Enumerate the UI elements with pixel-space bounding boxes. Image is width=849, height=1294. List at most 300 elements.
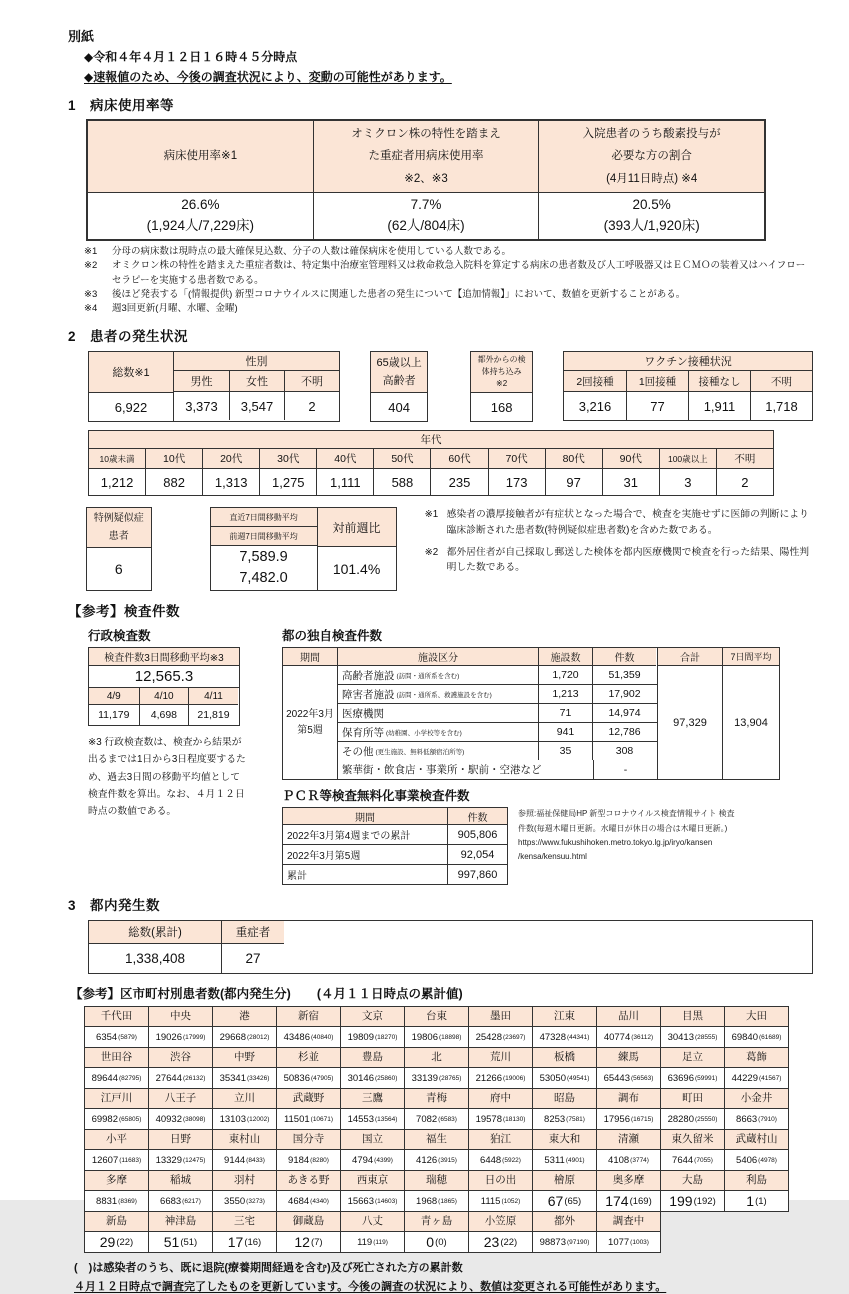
municipality-count bbox=[661, 1109, 724, 1129]
recovered-count: (18898) bbox=[439, 1033, 462, 1041]
municipality-cell bbox=[596, 1211, 661, 1253]
cumulative-count: 12607 bbox=[91, 1154, 119, 1166]
municipality-name: 三宅 bbox=[213, 1212, 276, 1232]
cumulative-count: 1968 bbox=[416, 1195, 438, 1207]
admin-avg-label: 検査件数3日間移動平均※3 bbox=[89, 648, 239, 666]
pcr-count: 905,806 bbox=[447, 825, 507, 844]
municipality-cell bbox=[148, 1006, 213, 1048]
municipality-count bbox=[469, 1232, 532, 1252]
pcr-count: 997,860 bbox=[447, 865, 507, 884]
municipality-name: 西東京 bbox=[341, 1171, 404, 1191]
recovered-count: (44341) bbox=[567, 1033, 590, 1041]
recovered-count: (28765) bbox=[439, 1074, 462, 1082]
municipality-count bbox=[341, 1027, 404, 1047]
footnote-text: 後ほど発表する「(情報提供) 新型コロナウイルスに関連した患者の発生について【追加情報】」において、数値を更新することがある。 bbox=[112, 288, 686, 300]
municipality-cell bbox=[276, 1006, 341, 1048]
cumulative-count: 65443 bbox=[603, 1072, 630, 1084]
cumulative-count: 13103 bbox=[219, 1113, 246, 1125]
special-case-value: 6 bbox=[114, 561, 123, 578]
elderly-value: 404 bbox=[388, 399, 410, 415]
recovered-count: (119) bbox=[373, 1238, 388, 1246]
attachment-label: 別紙 bbox=[68, 29, 95, 44]
reference-line: 参照:福祉保健局HP 新型コロナウイルス検査情報サイト 検査件数(毎週木曜日更新。水曜日が休日の場合は木曜日更新。) bbox=[518, 809, 735, 833]
pcr-row bbox=[283, 865, 507, 884]
total-header: 合計 bbox=[658, 648, 722, 666]
municipality-name: あきる野 bbox=[277, 1171, 340, 1191]
gender-label: 不明 bbox=[284, 371, 339, 392]
footnote-tag: ※2 bbox=[84, 260, 98, 272]
recovered-count: (7581) bbox=[566, 1115, 585, 1123]
cumulative-count: 30413 bbox=[667, 1031, 694, 1043]
bed-usage-table bbox=[86, 119, 766, 241]
cumulative-count: 19806 bbox=[411, 1031, 438, 1043]
municipality-cell bbox=[532, 1211, 597, 1253]
vaccine-value: 1,718 bbox=[750, 392, 812, 420]
cumulative-count: 47328 bbox=[539, 1031, 566, 1043]
gender-value: 3,547 bbox=[229, 392, 284, 420]
facility-name: 保育所等 (幼稚園、小学校等を含む) bbox=[342, 726, 462, 739]
facility-row bbox=[338, 704, 657, 723]
municipality-count bbox=[149, 1232, 212, 1252]
municipality-name: 練馬 bbox=[597, 1048, 660, 1068]
age-column bbox=[602, 449, 659, 495]
bed-usage-value bbox=[539, 193, 764, 239]
municipality-cell bbox=[532, 1047, 597, 1089]
age-column bbox=[488, 449, 545, 495]
municipality-count bbox=[405, 1232, 468, 1252]
municipality-count bbox=[469, 1027, 532, 1047]
bed-usage-header: 入院患者のうち酸素投与が 必要な方の割合 (4月11日時点) ※4 bbox=[539, 121, 764, 193]
municipality-name: 檜原 bbox=[533, 1171, 596, 1191]
municipality-cell bbox=[340, 1129, 405, 1171]
gender-label: 男性 bbox=[174, 371, 229, 392]
recovered-count: (10671) bbox=[310, 1115, 334, 1123]
cumulative-count: 1077 bbox=[608, 1236, 630, 1248]
outside-sample-header: 都外からの検 体持ち込み ※2 bbox=[471, 352, 532, 393]
facility-note: (幼稚園、小学校等を含む) bbox=[386, 729, 462, 737]
bed-usage-value bbox=[88, 193, 313, 239]
municipality-name: 立川 bbox=[213, 1089, 276, 1109]
age-value: 97 bbox=[566, 474, 581, 490]
recovered-count: (17999) bbox=[183, 1033, 206, 1041]
municipality-name: 東久留米 bbox=[661, 1130, 724, 1150]
age-label: 100歳以上 bbox=[660, 449, 716, 469]
gender-value: 3,373 bbox=[185, 398, 218, 414]
municipality-cell bbox=[404, 1170, 469, 1212]
total-value: 97,329 bbox=[673, 716, 707, 729]
municipality-name: 福生 bbox=[405, 1130, 468, 1150]
cumulative-count: 11501 bbox=[283, 1113, 310, 1125]
cumulative-count: 25428 bbox=[475, 1031, 502, 1043]
municipality-count bbox=[85, 1191, 148, 1211]
pcr-subtitle: ＰＣＲ等検査無料化事業検査件数 bbox=[282, 789, 470, 804]
timestamp-line: ◆令和４年４月１２日１６時４５分時点 bbox=[84, 50, 298, 64]
vaccine-header: ワクチン接種状況 bbox=[564, 352, 812, 371]
cumulative-count: 19809 bbox=[347, 1031, 374, 1043]
special-case-header: 特例疑似症 患者 bbox=[87, 508, 151, 548]
municipality-name: 八丈 bbox=[341, 1212, 404, 1232]
municipality-cell bbox=[148, 1211, 213, 1253]
cumulative-total-header: 総数(累計) bbox=[89, 921, 221, 944]
municipality-cell bbox=[404, 1129, 469, 1171]
municipality-count bbox=[341, 1150, 404, 1170]
municipality-count bbox=[597, 1027, 660, 1047]
municipality-name: 町田 bbox=[661, 1089, 724, 1109]
municipality-name: 御蔵島 bbox=[277, 1212, 340, 1232]
municipality-count bbox=[149, 1068, 212, 1088]
municipality-name: 文京 bbox=[341, 1007, 404, 1027]
municipality-count bbox=[661, 1150, 724, 1170]
municipality-cell bbox=[276, 1088, 341, 1130]
independent-tests-table bbox=[282, 647, 780, 780]
municipality-cell bbox=[468, 1047, 533, 1089]
cumulative-count: 4794 bbox=[352, 1154, 374, 1166]
municipality-cell bbox=[84, 1047, 149, 1089]
municipality-count bbox=[213, 1068, 276, 1088]
pcr-period-header: 期間 bbox=[283, 808, 447, 825]
elderly-table bbox=[370, 351, 428, 422]
recovered-count: (33426) bbox=[247, 1074, 270, 1082]
municipality-cell bbox=[212, 1047, 277, 1089]
municipality-cell bbox=[532, 1088, 597, 1130]
cumulative-count: 17 bbox=[227, 1234, 244, 1251]
municipality-cell bbox=[148, 1170, 213, 1212]
recent-average-label: 直近7日間移動平均 bbox=[211, 508, 317, 527]
facility-row bbox=[338, 685, 657, 704]
recovered-count: (4340) bbox=[310, 1197, 329, 1205]
recovered-count: (38098) bbox=[183, 1115, 206, 1123]
vaccine-label: 1回接種 bbox=[626, 371, 688, 392]
cumulative-count: 28280 bbox=[667, 1113, 694, 1125]
municipality-name: 小平 bbox=[85, 1130, 148, 1150]
municipality-name: 豊島 bbox=[341, 1048, 404, 1068]
cumulative-count: 50836 bbox=[283, 1072, 310, 1084]
cumulative-count: 4684 bbox=[288, 1195, 310, 1207]
recovered-count: (7910) bbox=[758, 1115, 777, 1123]
cumulative-count: 69982 bbox=[91, 1113, 118, 1125]
recovered-count: (51) bbox=[180, 1236, 198, 1248]
recovered-count: (13564) bbox=[375, 1115, 398, 1123]
age-table-header: 年代 bbox=[89, 431, 773, 449]
municipality-count bbox=[597, 1109, 660, 1129]
recovered-count: (22) bbox=[116, 1236, 134, 1248]
footnote-tag: ※1 bbox=[424, 509, 439, 521]
recovered-count: (18130) bbox=[503, 1115, 526, 1123]
municipality-cell bbox=[276, 1047, 341, 1089]
admin-day-value: 4,698 bbox=[139, 705, 189, 725]
cumulative-count: 1 bbox=[746, 1193, 755, 1210]
footnote bbox=[84, 302, 813, 316]
municipality-count bbox=[725, 1150, 788, 1170]
municipality-name: 新宿 bbox=[277, 1007, 340, 1027]
municipality-row bbox=[85, 1171, 813, 1212]
age-label: 60代 bbox=[431, 449, 487, 469]
municipality-count bbox=[85, 1109, 148, 1129]
recovered-count: (8433) bbox=[246, 1156, 265, 1164]
municipality-cell bbox=[596, 1088, 661, 1130]
recovered-count: (6583) bbox=[438, 1115, 457, 1123]
recovered-count: (3774) bbox=[630, 1156, 649, 1164]
municipality-name: 多摩 bbox=[85, 1171, 148, 1191]
bed-usage-header: オミクロン株の特性を踏まえ た重症者用病床使用率 ※2、※3 bbox=[314, 121, 539, 193]
age-column bbox=[89, 449, 145, 495]
cumulative-count: 35341 bbox=[219, 1072, 246, 1084]
bed-usage-column bbox=[88, 121, 313, 239]
footer-disclaimer: ４月１２日時点で調査完了したものを更新しています。今後の調査の状況により、数値は変更される可能性があります。 bbox=[74, 1281, 667, 1294]
municipality-name: 杉並 bbox=[277, 1048, 340, 1068]
municipality-name: 千代田 bbox=[85, 1007, 148, 1027]
patient-notes bbox=[425, 507, 813, 582]
footnote-text: 週3回更新(月曜、水曜、金曜) bbox=[112, 303, 238, 314]
recovered-count: (12475) bbox=[183, 1156, 206, 1164]
municipality-cell bbox=[84, 1211, 149, 1253]
municipality-count bbox=[533, 1109, 596, 1129]
cumulative-count: 9184 bbox=[288, 1154, 310, 1166]
recovered-count: (6217) bbox=[182, 1197, 201, 1205]
cumulative-count: 40774 bbox=[603, 1031, 631, 1043]
reference-line: https://www.fukushihoken.metro.tokyo.lg.jp/iryo/kansen bbox=[518, 838, 713, 848]
age-value: 1,111 bbox=[330, 474, 361, 490]
cumulative-count: 3550 bbox=[224, 1195, 246, 1207]
municipality-cell bbox=[276, 1129, 341, 1171]
municipality-count bbox=[213, 1027, 276, 1047]
municipality-name: 足立 bbox=[661, 1048, 724, 1068]
cumulative-count: 43486 bbox=[283, 1031, 310, 1043]
municipality-count bbox=[661, 1068, 724, 1088]
municipality-count bbox=[469, 1109, 532, 1129]
municipality-count bbox=[405, 1027, 468, 1047]
municipality-count bbox=[149, 1109, 212, 1129]
facility-note: (訪問・通所系、救護施設を含む) bbox=[396, 691, 492, 699]
municipality-cell bbox=[724, 1006, 789, 1048]
cumulative-count: 8663 bbox=[736, 1113, 758, 1125]
cumulative-count: 98873 bbox=[539, 1236, 566, 1248]
municipality-cell bbox=[660, 1129, 725, 1171]
municipality-count bbox=[277, 1068, 340, 1088]
recovered-count: (18270) bbox=[375, 1033, 398, 1041]
elderly-header: 65歳以上 高齢者 bbox=[371, 352, 427, 393]
municipality-name: 国立 bbox=[341, 1130, 404, 1150]
recovered-count: (26132) bbox=[183, 1074, 206, 1082]
bed-usage-detail: (1,924人/7,229床) bbox=[146, 218, 254, 233]
municipality-count bbox=[533, 1068, 596, 1088]
independent-tests-subtitle: 都の独自検査件数 bbox=[282, 629, 383, 644]
cumulative-total-value: 1,338,408 bbox=[124, 951, 186, 967]
cumulative-count: 119 bbox=[357, 1236, 373, 1248]
municipality-cell bbox=[340, 1170, 405, 1212]
municipality-cell bbox=[340, 1047, 405, 1089]
municipality-name: 板橋 bbox=[533, 1048, 596, 1068]
municipality-cell bbox=[660, 1170, 725, 1212]
admin-day-value: 11,179 bbox=[98, 709, 130, 722]
municipality-cell bbox=[212, 1211, 277, 1253]
municipality-name: 墨田 bbox=[469, 1007, 532, 1027]
municipality-count bbox=[341, 1068, 404, 1088]
municipality-name: 調布 bbox=[597, 1089, 660, 1109]
bed-usage-rate: 7.7% bbox=[410, 197, 442, 213]
cumulative-count: 40932 bbox=[155, 1113, 182, 1125]
footnote-tag: ※2 bbox=[424, 546, 439, 558]
footnote-text: 感染者の濃厚接触者が有症状となった場合で、検査を実施せずに医師の判断により臨床診断された患者数(特例疑似症患者数)を含めた数である。 bbox=[446, 509, 809, 536]
period-value: 2022年3月第5週 bbox=[286, 708, 334, 736]
facility-row bbox=[338, 666, 657, 685]
patient-summary-row bbox=[88, 351, 813, 422]
recovered-count: (23697) bbox=[503, 1033, 526, 1041]
age-label: 90代 bbox=[603, 449, 659, 469]
recovered-count: (4978) bbox=[758, 1156, 777, 1164]
municipality-cell bbox=[84, 1170, 149, 1212]
recovered-count: (1) bbox=[755, 1195, 767, 1207]
municipality-name: 東村山 bbox=[213, 1130, 276, 1150]
recovered-count: (12002) bbox=[247, 1115, 270, 1123]
recovered-count: (40840) bbox=[311, 1033, 334, 1041]
cumulative-count: 30146 bbox=[347, 1072, 374, 1084]
municipality-name: 小笠原 bbox=[469, 1212, 532, 1232]
municipality-name: 葛飾 bbox=[725, 1048, 788, 1068]
municipality-count bbox=[597, 1191, 660, 1211]
municipality-cell bbox=[468, 1170, 533, 1212]
footnote-tag: ※1 bbox=[84, 246, 98, 257]
outside-sample-value: 168 bbox=[490, 399, 513, 415]
pcr-period: 累計 bbox=[287, 871, 307, 883]
municipality-caption: 【参考】区市町村別患者数(都内発生分) (４月１１日時点の累計値) bbox=[70, 987, 463, 1002]
municipality-count bbox=[469, 1191, 532, 1211]
age-value: 1,275 bbox=[272, 474, 305, 490]
municipality-row bbox=[85, 1007, 813, 1048]
bed-usage-detail: (393人/1,920床) bbox=[603, 218, 700, 233]
total-gender-table bbox=[88, 351, 340, 422]
municipality-name: 三鷹 bbox=[341, 1089, 404, 1109]
cumulative-count: 44229 bbox=[731, 1072, 758, 1084]
municipality-name: 日の出 bbox=[469, 1171, 532, 1191]
cumulative-count: 67 bbox=[547, 1193, 564, 1210]
municipality-count bbox=[725, 1191, 788, 1211]
recovered-count: (49541) bbox=[567, 1074, 590, 1082]
recovered-count: (82795) bbox=[119, 1074, 142, 1082]
recovered-count: (5879) bbox=[118, 1033, 137, 1041]
municipality-cell bbox=[276, 1170, 341, 1212]
section2-title: 2 患者の発生状況 bbox=[68, 329, 189, 345]
facility-count: 35 bbox=[538, 742, 592, 760]
municipality-cell bbox=[468, 1211, 533, 1253]
recovered-count: (28555) bbox=[695, 1033, 718, 1041]
municipality-cell bbox=[660, 1006, 725, 1048]
cumulative-count: 7644 bbox=[672, 1154, 694, 1166]
pcr-row bbox=[283, 825, 507, 845]
vaccine-label: 2回接種 bbox=[564, 371, 626, 392]
recovered-count: (4399) bbox=[374, 1156, 393, 1164]
cumulative-count: 1115 bbox=[480, 1195, 501, 1207]
municipality-name: 八王子 bbox=[149, 1089, 212, 1109]
municipality-cell bbox=[84, 1006, 149, 1048]
municipality-cell bbox=[724, 1129, 789, 1171]
recovered-count: (41567) bbox=[759, 1074, 782, 1082]
municipality-row bbox=[85, 1212, 813, 1253]
test-count: 12,786 bbox=[592, 723, 656, 741]
previous-average-label: 前週7日間移動平均 bbox=[211, 527, 317, 546]
municipality-row bbox=[85, 1130, 813, 1171]
municipality-name: 渋谷 bbox=[149, 1048, 212, 1068]
cumulative-count: 8253 bbox=[544, 1113, 566, 1125]
age-label: 不明 bbox=[717, 449, 773, 469]
municipality-name: 調査中 bbox=[597, 1212, 660, 1232]
age-value: 588 bbox=[391, 474, 414, 490]
municipality-name: 世田谷 bbox=[85, 1048, 148, 1068]
recovered-count: (56563) bbox=[631, 1074, 654, 1082]
municipality-count bbox=[597, 1232, 660, 1252]
cumulative-count: 4108 bbox=[608, 1154, 630, 1166]
municipality-count bbox=[85, 1068, 148, 1088]
facility-name: 繁華街・飲食店・事業所・駅前・空港など bbox=[342, 764, 542, 777]
cumulative-count: 199 bbox=[669, 1193, 693, 1210]
municipality-cell bbox=[340, 1211, 405, 1253]
municipality-count bbox=[213, 1232, 276, 1252]
facility-name: 高齢者施設 (訪問・通所系を含む) bbox=[342, 669, 460, 682]
facility-name: 障害者施設 (訪問・通所系、救護施設を含む) bbox=[342, 688, 492, 701]
recovered-count: (22) bbox=[500, 1236, 518, 1248]
test-count: - bbox=[593, 760, 657, 779]
municipality-name: 新島 bbox=[85, 1212, 148, 1232]
footnote-text: 分母の病床数は現時点の最大確保見込数、分子の人数は確保病床を使用している人数である。 bbox=[112, 246, 512, 257]
period-header: 期間 bbox=[283, 648, 337, 666]
age-label: 80代 bbox=[546, 449, 602, 469]
facility-count: 71 bbox=[538, 704, 592, 722]
municipality-cell bbox=[532, 1006, 597, 1048]
count-header: 件数 bbox=[592, 648, 656, 666]
facility-count: 941 bbox=[538, 723, 592, 741]
vaccine-label: 不明 bbox=[750, 371, 812, 392]
cumulative-count: 53050 bbox=[539, 1072, 566, 1084]
age-column bbox=[545, 449, 602, 495]
age-column bbox=[430, 449, 487, 495]
municipality-count bbox=[149, 1191, 212, 1211]
municipality-count bbox=[405, 1109, 468, 1129]
facility-note: (訪問・通所系を含む) bbox=[396, 672, 460, 680]
admin-day-label: 4/11 bbox=[188, 688, 238, 705]
section3-title: 3 都内発生数 bbox=[68, 898, 161, 914]
page-footer bbox=[74, 1259, 813, 1294]
recovered-count: (65) bbox=[564, 1195, 582, 1207]
previous-average-value: 7,482.0 bbox=[239, 569, 288, 586]
cumulative-count: 29668 bbox=[219, 1031, 246, 1043]
reference-line: /kensa/kensuu.html bbox=[518, 852, 587, 862]
municipality-cell bbox=[596, 1006, 661, 1048]
pcr-count-header: 件数 bbox=[447, 808, 507, 825]
recovered-count: (19006) bbox=[503, 1074, 526, 1082]
municipality-cell bbox=[404, 1211, 469, 1253]
test-count: 14,974 bbox=[592, 704, 656, 722]
bed-usage-detail: (62人/804床) bbox=[387, 218, 465, 233]
test-count: 308 bbox=[592, 742, 656, 760]
municipality-cell bbox=[148, 1047, 213, 1089]
recovered-count: (8280) bbox=[310, 1156, 329, 1164]
gender-label: 女性 bbox=[229, 371, 284, 392]
municipality-count bbox=[341, 1109, 404, 1129]
age-value: 882 bbox=[163, 474, 185, 490]
recovered-count: (97190) bbox=[567, 1238, 590, 1246]
footnote-text: オミクロン株の特性を踏まえた重症者数は、特定集中治療室管理料又は救命救急入院料を算定する病床の患者数及び人工呼吸器又はＥＣＭＯの装着又はハイフローセラピーを実施する患者数である。 bbox=[112, 260, 806, 286]
pcr-period: 2022年3月第5週 bbox=[287, 851, 361, 863]
municipality-count bbox=[725, 1109, 788, 1129]
vaccine-value: 77 bbox=[626, 392, 688, 420]
footnote-text: 都外居住者が自己採取し郵送した検体を都内医療機関で検査を行った結果、陽性判明した数である。 bbox=[446, 546, 810, 574]
admin-tests-subtitle: 行政検査数 bbox=[88, 629, 151, 644]
tests-title: 【参考】検査件数 bbox=[68, 604, 180, 620]
age-value: 1,313 bbox=[214, 474, 248, 490]
municipality-name: 青梅 bbox=[405, 1089, 468, 1109]
municipality-name: 中央 bbox=[149, 1007, 212, 1027]
notice-line: ◆速報値のため、今後の調査状況により、変動の可能性があります。 bbox=[84, 70, 452, 84]
